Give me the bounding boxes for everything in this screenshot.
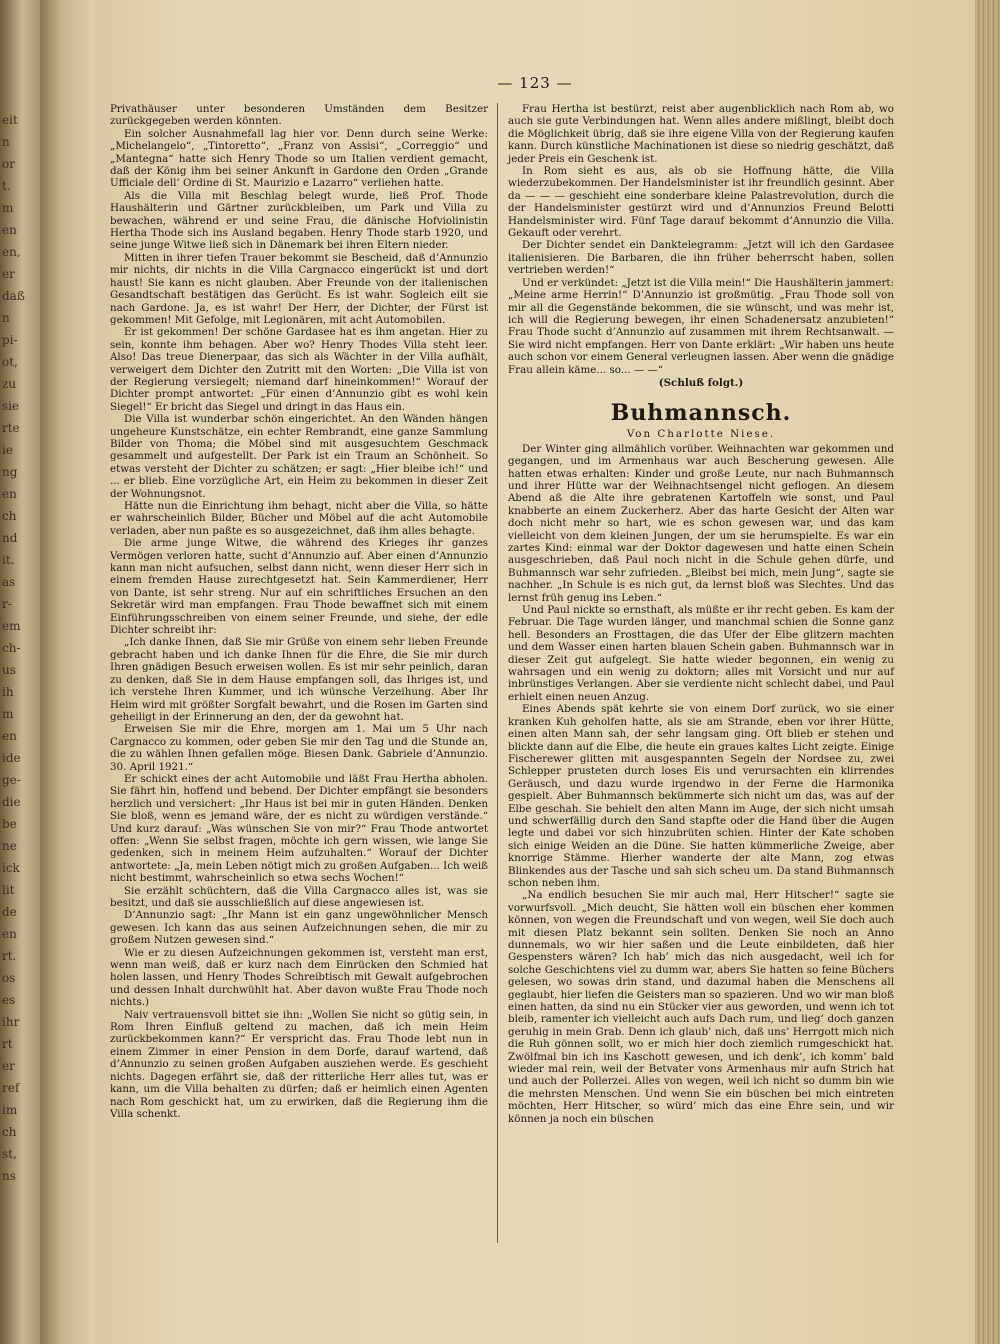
margin-fragment: im — [2, 1103, 18, 1117]
margin-fragment: rte — [2, 421, 20, 435]
paragraph: D’Annunzio sagt: „Ihr Mann ist ein ganz ungewöhnlicher Mensch gewesen. Ich kann das aus seinen Aufzeichnungen sehen, die mir zu großem Nutzen gewesen sind.“ — [110, 909, 488, 947]
margin-fragment: nd — [2, 531, 18, 545]
continued-note: (Schluß folgt.) — [658, 376, 744, 389]
paragraph: Privathäuser unter besonderen Umständen dem Besitzer zurückgegeben werden könnten. — [110, 103, 488, 128]
paragraph: Der Winter ging allmählich vorüber. Weihnachten war gekommen und gegangen, und im Armenhaus war auch Bescherung gewesen. Alle hatten etwas erhalten: Kinder und große Leute, nur nach Buhmannsch und ihrer Hütte war der Weihnachtsengel nicht geflogen. An diesem Abend aß die Alte ihre gebratenen Kartoffeln wie sonst, und Paul knabberte an einem Zuckerherz. Aber das harte Gesicht der Alten war doch nicht mehr so hart, wie es schon gewesen war, und das kam vielleicht von dem kleinen Jungen, der um sie herumspielte. Es war ein zartes Kind: einmal war der Doktor dagewesen und hatte einen Schein ausgeschrieben, daß Paul noch nicht in die Schule gehen dürfe, und Buhmannsch war sehr zufrieden. „Bleibst bei mich, mein Jung“, sagte sie nachher. „In Schule is es nich gut, da lernst bloß was Slechtes. Und das lernst früh genug ins Leben.“ — [508, 442, 894, 604]
margin-fragment: ie — [2, 443, 13, 457]
margin-fragment: de — [2, 905, 17, 919]
margin-fragment: ge- — [2, 773, 21, 787]
margin-fragment: rt — [2, 1037, 13, 1051]
margin-fragment: ch — [2, 509, 17, 523]
margin-fragment: daß — [2, 289, 25, 303]
paragraph: Hätte nun die Einrichtung ihm behagt, nicht aber die Villa, so hätte er wahrscheinlich Bilder, Bücher und Möbel auf die acht Automobile verladen, aber nun paßte es so ausgezeichnet, daß ihm alles behagte. — [110, 500, 488, 537]
paragraph: Als die Villa mit Beschlag belegt wurde, ließ Prof. Thode Haushälterin und Gärtner zurückbleiben, um Park und Villa zu bewachen, während er und seine Frau, die dänische Hofviolinistin Hertha Thode sich ins Ausland begaben. Henry Thode starb 1920, und seine junge Witwe ließ sich in Dänemark bei ihren Eltern nieder. — [110, 189, 488, 252]
margin-fragment: ne — [2, 839, 17, 853]
margin-fragment: be — [2, 817, 17, 831]
margin-fragment: ihr — [2, 1015, 20, 1029]
margin-fragment: st, — [2, 1147, 17, 1161]
margin-fragment: as — [2, 575, 16, 589]
margin-fragment: or — [2, 157, 15, 171]
margin-fragment: en — [2, 927, 17, 941]
margin-fragment: en — [2, 487, 17, 501]
paragraph: Die arme junge Witwe, die während des Krieges ihr ganzes Vermögen verloren hatte, sucht d’Annunzio auf. Aber einen d’Annunzio kann man nicht aufsuchen, selbst dann nicht, wenn dieser Herr sich in einem fremden Hause zurechtgesetzt hat. Sein Kammerdiener, Herr von Dante, ist sehr streng. Nur auf ein schriftliches Ersuchen an den Sekretär wird man empfangen. Frau Thode bewaffnet sich mit einem Einführungsschreiben von einem seiner Freunde, und siehe, der edle Dichter schreibt ihr: — [110, 537, 488, 637]
margin-fragment: es — [2, 993, 16, 1007]
margin-fragment: m — [2, 707, 14, 721]
article-continuation — [508, 103, 894, 376]
margin-fragment: ch- — [2, 641, 21, 655]
column-divider — [497, 103, 498, 1243]
book-page — [95, 0, 975, 1344]
margin-fragment: os — [2, 971, 16, 985]
margin-fragment: ref — [2, 1081, 20, 1095]
paragraph: Er schickt eines der acht Automobile und läßt Frau Hertha abholen. Sie fährt hin, hoffend und bebend. Der Dichter empfängt sie besonders herzlich und versichert: „Ihr Haus ist bei mir in guten Händen. Denken Sie bloß, wenn es jemand wäre, der es nicht zu würdigen verstände.“ Und kurz darauf: „Was wünschen Sie von mir?“ Frau Thode antwortet offen: „Wenn Sie selbst fragen, möchte ich gern wissen, wie lange Sie gedenken, sich in meinem Heim aufzuhalten.“ Worauf der Dichter antwortete: „Ja, mein Leben nötigt mich zu großen Aufgaben... Ich weiß nicht bestimmt, wahrscheinlich so etwa sechs Wochen!“ — [110, 772, 488, 885]
margin-fragment: rt. — [2, 949, 17, 963]
margin-fragment: en — [2, 729, 17, 743]
paragraph: „Na endlich besuchen Sie mir auch mal, Herr Hitscher!“ sagte sie vorwurfsvoll. „Mich deucht, Sie hätten woll ein büschen eher kommen können, von wegen die Freundschaft und von wegen, weil Sie doch auch mit diesen Platz bekannt sein sollten. Denken Sie noch an Anno dunnemals, wo wir hier saßen und die Leute einbildeten, daß hier Gespensters wären? Ich hab’ mich das nich ausgedacht, weil ich for solche Geschichtens viel zu dumm war, abers Sie hatten so feine Büchers gelesen, wo sowas drin stand, und dazumal haben die Menschens all geglaubt, hier liefen die Geisters man so spazieren. Und wo wir man bloß einen hatten, da sind nu ein Stücker vier aus geworden, und wenn ich tot bleib, ramenter ich vielleicht auch aufs Dach rum, und lieg’ doch ganzen geruhig in mein Grab. Denn ich glaub’ nich, daß uns’ Herrgott mich nich die Ruh gönnen sollt, wo er mich hier doch ziemlich rumgeschickt hat. Zwölfmal bin ich ins Kaschott gewesen, und ich denk’, ich komm’ bald wieder mal rein, weil der Betvater vons Armenhaus mir aufn Strich hat und auch der Pollerzei. Alles von wegen, weil ich nicht so dumm bin wie die mehrsten Menschen. Und wenn Sie ein büschen bei mich eintreten möchten, Herr Hitscher, so würd’ mich das eine Ehre sein, und wir können ja noch ein büschen — [508, 889, 894, 1125]
margin-fragment: ng — [2, 465, 18, 479]
paragraph: Und er verkündet: „Jetzt ist die Villa mein!“ Die Haushälterin jammert: „Meine arme Herrin!“ D’Annunzio ist großmütig. „Frau Thode soll von mir all die Gegenstände bekommen, die sie wünscht, und was mehr ist, ich will die Regierung bewegen, ihr einen Schadenersatz anzubieten!“ Frau Thode sucht d’Annunzio auf zusammen mit ihrem Rechtsanwalt. — Sie wird nicht empfangen. Herr von Dante erklärt: „Wir haben uns heute auch schon vor einem General verleugnen lassen. Aber wenn die gnädige Frau allein käme... so... — —“ — [508, 276, 894, 376]
paragraph: Erweisen Sie mir die Ehre, morgen am 1. Mai um 5 Uhr nach Cargnacco zu kommen, oder geben Sie mir den Tag und die Stunde an, die zu wählen Ihnen gefallen möge. Biesen Dank. Gabriele d’Annunzio. 30. April 1921.“ — [110, 723, 488, 773]
left-column — [110, 103, 488, 1120]
margin-fragment: ick — [2, 861, 20, 875]
margin-fragment: zu — [2, 377, 17, 391]
margin-fragment: r- — [2, 597, 12, 611]
article-byline: Von Charlotte Niese. — [626, 428, 776, 441]
paragraph: Naiv vertrauensvoll bittet sie ihn: „Wollen Sie nicht so gütig sein, in Rom Ihren Einfluß geltend zu machen, daß ich mein Heim zurückbekommen kann?“ Er verspricht das. Frau Thode lebt nun in einem Zimmer in einer Pension in dem Dorfe, darauf wartend, daß d’Annunzio zu seinen großen Aufgaben ausziehen werde. Es geschieht nichts. Dagegen erfährt sie, daß der ritterliche Herr alles tut, was er kann, um die Villa behalten zu dürfen; daß er heimlich einen Agenten nach Rom geschickt hat, um zu erwirken, daß die Regierung ihm die Villa schenkt. — [110, 1008, 488, 1120]
paragraph: Frau Hertha ist bestürzt, reist aber augenblicklich nach Rom ab, wo auch sie gute Verbindungen hat. Wenn alles andere mißlingt, bleibt doch die Möglichkeit übrig, daß sie ihre eigene Villa von der Regierung kaufen kann. Durch künstliche Machinationen ist diese so niedrig geschätzt, daß jeder Preis ein Geschenk ist. — [508, 103, 894, 165]
margin-fragment: t. — [2, 179, 11, 193]
previous-page-edge — [0, 0, 40, 1344]
article-body — [508, 443, 894, 1125]
margin-fragment: sie — [2, 399, 20, 413]
paragraph: In Rom sieht es aus, als ob sie Hoffnung hätte, die Villa wiederzubekommen. Der Handelsminister ist ihr freundlich gesinnt. Aber da — — — geschieht eine sonderbare kleine Palastrevolution, durch die der Handelsminister gestürzt wird und d’Annunzios Freund Belotti Handelsminister wird. Fünf Tage darauf bekommt d’Annunzio die Villa. Gekauft oder verehrt. — [508, 165, 894, 240]
paragraph: Mitten in ihrer tiefen Trauer bekommt sie Bescheid, daß d’Annunzio mir nichts, dir nichts in die Villa Cargnacco eingerückt ist und dort haust! Sie kann es nicht glauben. Aber Freunde von der italienischen Gesandtschaft bestätigen das Gerücht. Es ist wahr. Sogleich eilt sie nach Gardone. Ja, es ist wahr! Der Herr, der Dichter, der Fürst ist gekommen! Mit Gefolge, mit Legionären, mit acht Automobilen. — [110, 251, 488, 326]
margin-fragment: ns — [2, 1169, 16, 1183]
book-gutter — [40, 0, 95, 1344]
margin-fragment: er — [2, 1059, 15, 1073]
margin-fragment: it. — [2, 553, 15, 567]
margin-fragment: us — [2, 663, 16, 677]
paragraph: „Ich danke Ihnen, daß Sie mir Grüße von einem sehr lieben Freunde gebracht haben und ich danke Ihnen für die Ehre, die Sie mir durch Ihren gnädigen Besuch erweisen wollen. Es ist mir sehr peinlich, daran zu denken, daß Sie in dem Hause empfangen soll, das Ihriges ist, und ich verstehe Ihren Kummer, und ich wünsche Verzeihung. Aber Ihr Heim wird mit größter Sorgfalt bewahrt, und die Rosen im Garten sind geheiligt in der Erinnerung an den, der da gewohnt hat. — [110, 636, 488, 723]
margin-fragment: ot, — [2, 355, 18, 369]
margin-fragment: m — [2, 201, 14, 215]
paragraph: Der Dichter sendet ein Danktelegramm: „Jetzt will ich den Gardasee italienisieren. Die Barbaren, die ihn früher beherrscht haben, sollen vertrieben werden!“ — [508, 239, 894, 277]
margin-fragment: die — [2, 795, 21, 809]
paragraph: Und Paul nickte so ernsthaft, als müßte er ihr recht geben. Es kam der Februar. Die Tage wurden länger, und manchmal schien die Sonne ganz hell. Besonders an Frosttagen, die das Ufer der Elbe glitzern machten und dem Wasser einen harten blauen Schein gaben. Buhmannsch war in dieser Zeit gut aufgelegt. Sie hatte wieder begonnen, ein wenig zu wahrsagen und ein wenig zu doktorn; alles mit Vorsicht und nur auf inbrünstiges Verlangen. Aber sie verdiente nicht schlecht dabei, und Paul erhielt einen neuen Anzug. — [508, 604, 894, 703]
paragraph: Sie erzählt schüchtern, daß die Villa Cargnacco alles ist, was sie besitzt, und daß sie ausschließlich auf diese angewiesen ist. — [110, 884, 488, 909]
margin-fragment: ch — [2, 1125, 17, 1139]
margin-fragment: em — [2, 619, 21, 633]
margin-fragment: n — [2, 311, 10, 325]
margin-fragment: en — [2, 223, 17, 237]
margin-fragment: eit — [2, 113, 18, 127]
margin-fragment: ide — [2, 751, 21, 765]
margin-fragment: er — [2, 267, 15, 281]
article-title: Buhmannsch. — [610, 400, 792, 427]
margin-fragment: lit — [2, 883, 15, 897]
paragraph: Er ist gekommen! Der schöne Gardasee hat es ihm angetan. Hier zu sein, konnte ihm behagen. Aber wo? Henry Thodes Villa steht leer. Also! Das treue Dienerpaar, das sich als Wächter in der Villa aufhält, verweigert dem Dichter den Zutritt mit den Worten: „Die Villa ist von der Regierung versiegelt; niemand darf hineinkommen!“ Worauf der Dichter prompt antwortet: „Für einen d’Annunzio gibt es wohl kein Siegel!“ Er bricht das Siegel und dringt in das Haus ein. — [110, 326, 488, 413]
page-block-edge — [975, 0, 1000, 1344]
margin-fragment: en, — [2, 245, 21, 259]
paragraph: Ein solcher Ausnahmefall lag hier vor. Denn durch seine Werke: „Michelangelo“, „Tintoretto“, „Franz von Assisi“, „Correggio“ und „Mantegna“ hatte sich Henry Thode so um Italien verdient gemacht, daß der König ihm bei seiner Ankunft in Gardone den Orden „Grande Ufficiale dell’ Ordine di St. Maurizio e Lazarro“ verliehen hatte. — [110, 127, 488, 190]
margin-fragment: pi- — [2, 333, 18, 347]
margin-fragment: n — [2, 135, 10, 149]
page-number: — 123 — — [497, 74, 573, 92]
paragraph: Wie er zu diesen Aufzeichnungen gekommen ist, versteht man erst, wenn man weiß, daß er kurz nach dem Einrücken den Schmied hat holen lassen, und Henry Thodes Schreibtisch mit Gewalt aufgebrochen und dessen Inhalt durchwühlt hat. Aber davon wußte Frau Thode noch nichts.) — [110, 946, 488, 1009]
right-column — [508, 103, 894, 1125]
margin-fragment: ih — [2, 685, 14, 699]
paragraph: Die Villa ist wunderbar schön eingerichtet. An den Wänden hängen ungeheure Kunstschätze, ein echter Rembrandt, eine ganze Sammlung Bilder von Thoma; die Möbel sind mit ausgesuchtem Geschmack gesammelt und aufgestellt. Der Park ist ein Traum an Schönheit. So etwas versteht der Dichter zu schätzen; er sagt: „Hier bleibe ich!“ und ... er blieb. Eine vorzügliche Art, ein Heim zu bekommen in dieser Zeit der Wohnungsnot. — [110, 413, 488, 500]
paragraph: Eines Abends spät kehrte sie von einem Dorf zurück, wo sie einer kranken Kuh geholfen hatte, als sie am Strande, eben vor ihrer Hütte, einen alten Mann sah, der sehr langsam ging. Oft blieb er stehen und blickte dann auf die Elbe, die heute ein graues kaltes Licht zeigte. Einige Fischerewer glitten mit ausgespannten Segeln der Nordsee zu, zwei Schlepper prusteten durch loses Eis und verursachten ein klirrendes Geräusch, und dazu wurde irgendwo in der Ferne die Harmonika gespielt. Aber Buhmannsch bekümmerte sich nicht um das, was auf der Elbe geschah. Sie behielt den alten Mann im Auge, der sich nicht umsah und schwerfällig durch den Sand stapfte oder die Hand über die Augen legte und dabei vor sich hinzubrüten schien. Hinter der Kate schoben sich einige Weiden an die Düne. Sie hatten kümmerliche Zweige, aber knorrige Stämme. Hierher wanderte der alte Mann, zog etwas Blinkendes aus der Tasche und sah sich scheu um. Da stand Buhmannsch schon neben ihm. — [508, 703, 894, 889]
